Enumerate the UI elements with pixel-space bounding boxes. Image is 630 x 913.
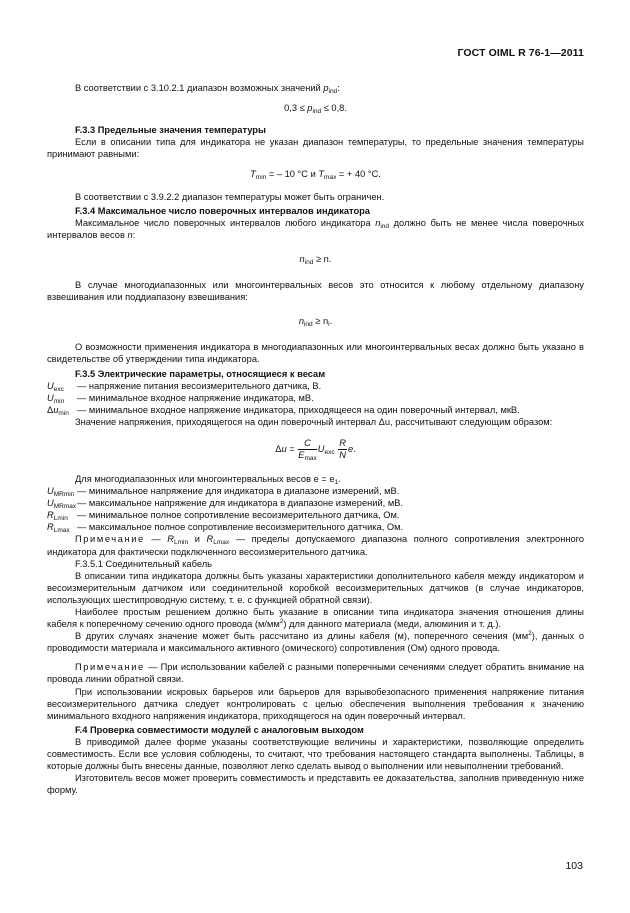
definition-item: $U_{exc}$ — напряжение питания весоизмерительного датчика, В. <box>47 380 322 393</box>
paragraph: В других случаях значение может быть рассчитано из длины кабеля (м), поперечного сечения $(мм^2)$, данных о проводимости материала и максимального активного (омического) сопротивления (Ом) одного провода. <box>47 630 584 654</box>
definition-item: $U_{min}$ — минимальное входное напряжение индикатора, мВ. <box>47 392 314 405</box>
section-heading: F.3.5 Электрические параметры, относящиеся к весам <box>75 368 326 379</box>
paragraph: Наиболее простым решением должно быть указание в описании типа индикатора значения отношения длины кабеля к поперечному сечению одного провода $(м/мм^2)$ для данного материала (меди, алюминия и т. д.). <box>47 607 584 630</box>
standard-header: ГОСТ OIML R 76-1—2011 <box>457 47 584 59</box>
formula-delta-u: Δu = $\frac{C}{E_{max}}$ $U_{exc}$ $\frac{R}{N}$ e. <box>275 437 356 462</box>
definition-item: $R_{Lmin}$ — минимальное полное сопротивление весоизмерительного датчика, Ом. <box>47 510 400 523</box>
paragraph: О возможности применения индикатора в многодиапазонных или многоинтервальных весах должно быть указано в свидетельстве об утверждении типа индикатора. <box>47 342 584 365</box>
paragraph: Если в описании типа для индикатора не указан диапазон температуры, то предельные значения температуры принимают равными: <box>47 137 584 160</box>
paragraph: В соответствии с 3.9.2.2 диапазон температуры может быть ограничен. <box>75 191 385 202</box>
definition-item: $U_{MRmax}$ — максимальное напряжение для индикатора в диапазоне измерений, мВ. <box>47 498 403 511</box>
document-body <box>47 82 584 796</box>
section-heading: F.3.3 Предельные значения температуры <box>75 125 266 136</box>
paragraph: В описании типа индикатора должны быть указаны характеристики дополнительного кабеля между индикатором и весоизмерительным датчиком или соединительной коробкой весоизмерительных датчиков (в случае индикаторов, использующих шестипроводную систему, т. е. с функцией обратной связи). <box>47 570 584 605</box>
subsection-heading: F.3.5.1 Соединительный кабель <box>75 558 212 569</box>
paragraph: Максимальное число поверочных интервалов любого индикатора $n_{ind}$ должно быть не менее числа поверочных интервалов весов n: <box>47 217 585 240</box>
paragraph: При использовании искровых барьеров или барьеров для взрывобезопасного применения напряжение питания весоизмерительного датчика следует контролировать с целью обеспечения выполнения требования к значению минимального входного напряжения индикатора, приходящегося на один поверочный интервал. <box>47 686 584 721</box>
definition-item: $R_{Lmax}$ — максимальное полное сопротивление весоизмерительного датчика, Ом. <box>47 522 404 535</box>
formula-pind-range: $0,3 \le p_{ind} \le 0,8$. <box>284 103 347 116</box>
formula-nind-n: $n_{ind} \ge n$. <box>299 253 332 266</box>
definition-item: $\Delta u_{min}$ — минимальное входное напряжение индикатора, приходящееся на один поверочный интервал, мкВ. <box>47 404 520 417</box>
paragraph: Изготовитель весов может проверить совместимость и представить ее доказательства, заполнив приведенную ниже форму. <box>47 773 584 796</box>
paragraph: Значение напряжения, приходящегося на один поверочный интервал Δu, рассчитывают следующим образом: <box>75 416 553 427</box>
paragraph: В случае многодиапазонных или многоинтервальных весов это относится к любому отдельному диапазону взвешивания или поддиапазону взвешивания: <box>47 280 584 303</box>
formula-nind-ni: $n_{ind} \ge n_i$. <box>298 316 333 329</box>
formula-temperature: $T_{min}$ = – 10 °C и $T_{max}$ = + 40 °C. <box>250 169 381 182</box>
section-heading: F.4 Проверка совместимости модулей с аналоговым выходом <box>75 724 364 735</box>
section-heading: F.3.4 Максимальное число поверочных интервалов индикатора <box>75 205 370 216</box>
paragraph: В приводимой далее форме указаны соответствующие величины и характеристики, позволяющие определить совместимость. Если все условия соблюдены, то считают, что требования настоящего стандарта выполнены. Таблицы, в которые должны быть внесены данные, позволяют легко сделать вывод о выполнении или невыполнении требований. <box>47 736 584 772</box>
paragraph: В соответствии с 3.10.2.1 диапазон возможных значений $p_{ind}$: <box>75 83 340 95</box>
note: Примечание — $R_{Lmin}$ и $R_{Lmax}$ — пределы допускаемого диапазона полного сопротивления электронного индикатора для фактически подключенного весоизмерительного датчика. <box>47 534 584 557</box>
page-number: 103 <box>565 860 583 872</box>
paragraph: Для многодиапазонных или многоинтервальных весов $e = e_1$. <box>75 473 341 486</box>
note: Примечание — При использовании кабелей с разными поперечными сечениями следует обратить внимание на провода линии обратной связи. <box>47 662 584 685</box>
definition-item: $U_{MRmin}$ — минимальное напряжение для индикатора в диапазоне измерений, мВ. <box>47 486 400 499</box>
